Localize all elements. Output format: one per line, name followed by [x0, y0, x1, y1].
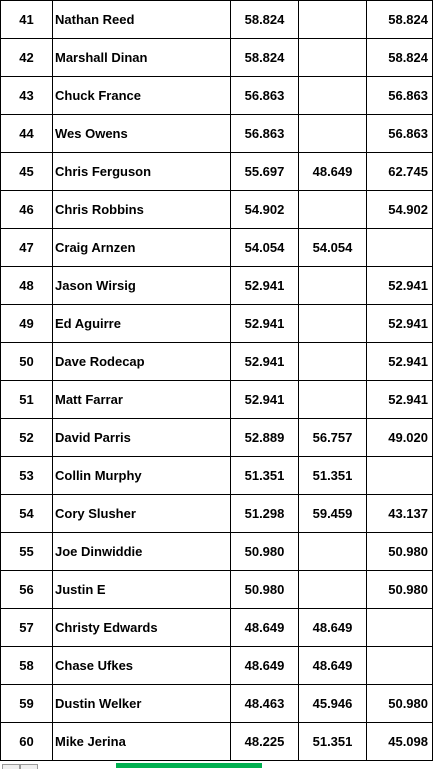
rank-cell[interactable]: 49: [1, 305, 53, 343]
player-name-cell[interactable]: Jason Wirsig: [53, 267, 231, 305]
event2-score-cell[interactable]: 43.137: [367, 495, 433, 533]
total-score-cell[interactable]: 50.980: [231, 533, 299, 571]
rank-cell[interactable]: 44: [1, 115, 53, 153]
event2-score-cell[interactable]: [367, 229, 433, 267]
table-row: [1, 419, 433, 457]
event1-score-cell[interactable]: [299, 343, 367, 381]
event1-score-cell[interactable]: 59.459: [299, 495, 367, 533]
total-score-cell[interactable]: 58.824: [231, 39, 299, 77]
event2-score-cell[interactable]: 54.902: [367, 191, 433, 229]
player-name-cell[interactable]: Chase Ufkes: [53, 647, 231, 685]
event2-score-cell[interactable]: 52.941: [367, 305, 433, 343]
event2-score-cell[interactable]: 52.941: [367, 343, 433, 381]
event2-score-cell[interactable]: 58.824: [367, 39, 433, 77]
event1-score-cell[interactable]: 48.649: [299, 609, 367, 647]
rank-cell[interactable]: 48: [1, 267, 53, 305]
player-name-cell[interactable]: Chris Ferguson: [53, 153, 231, 191]
event1-score-cell[interactable]: [299, 1, 367, 39]
player-name-cell[interactable]: Cory Slusher: [53, 495, 231, 533]
sheet-tab[interactable]: [2, 764, 20, 769]
player-name-cell[interactable]: David Parris: [53, 419, 231, 457]
total-score-cell[interactable]: 58.824: [231, 1, 299, 39]
rank-cell[interactable]: 46: [1, 191, 53, 229]
player-name-cell[interactable]: Nathan Reed: [53, 1, 231, 39]
player-name-cell[interactable]: Dustin Welker: [53, 685, 231, 723]
table-row: [1, 571, 433, 609]
event2-score-cell[interactable]: 49.020: [367, 419, 433, 457]
event1-score-cell[interactable]: [299, 191, 367, 229]
event1-score-cell[interactable]: [299, 39, 367, 77]
rank-cell[interactable]: 54: [1, 495, 53, 533]
rank-cell[interactable]: 50: [1, 343, 53, 381]
table-row: [1, 685, 433, 723]
rank-cell[interactable]: 43: [1, 77, 53, 115]
event2-score-cell[interactable]: 62.745: [367, 153, 433, 191]
total-score-cell[interactable]: 56.863: [231, 115, 299, 153]
player-name-cell[interactable]: Mike Jerina: [53, 723, 231, 761]
total-score-cell[interactable]: 54.054: [231, 229, 299, 267]
table-row: [1, 343, 433, 381]
total-score-cell[interactable]: 48.649: [231, 647, 299, 685]
event1-score-cell[interactable]: [299, 267, 367, 305]
rank-cell[interactable]: 60: [1, 723, 53, 761]
rank-cell[interactable]: 58: [1, 647, 53, 685]
table-row: [1, 267, 433, 305]
event1-score-cell[interactable]: [299, 77, 367, 115]
event2-score-cell[interactable]: [367, 609, 433, 647]
table-row: [1, 723, 433, 761]
total-score-cell[interactable]: 55.697: [231, 153, 299, 191]
event1-score-cell[interactable]: [299, 115, 367, 153]
rank-cell[interactable]: 59: [1, 685, 53, 723]
event2-score-cell[interactable]: 50.980: [367, 533, 433, 571]
total-score-cell[interactable]: 51.298: [231, 495, 299, 533]
event1-score-cell[interactable]: [299, 571, 367, 609]
event1-score-cell[interactable]: 48.649: [299, 647, 367, 685]
table-row: [1, 77, 433, 115]
table-row: [1, 381, 433, 419]
table-row: [1, 229, 433, 267]
sheet-tab-strip: [0, 762, 436, 768]
event2-score-cell[interactable]: 50.980: [367, 571, 433, 609]
total-score-cell[interactable]: 56.863: [231, 77, 299, 115]
event2-score-cell[interactable]: 56.863: [367, 77, 433, 115]
table-row: [1, 457, 433, 495]
event1-score-cell[interactable]: 48.649: [299, 153, 367, 191]
rank-cell[interactable]: 45: [1, 153, 53, 191]
table-row: [1, 305, 433, 343]
total-score-cell[interactable]: 54.902: [231, 191, 299, 229]
table-row: [1, 495, 433, 533]
rank-cell[interactable]: 56: [1, 571, 53, 609]
table-row: [1, 39, 433, 77]
rank-cell[interactable]: 42: [1, 39, 53, 77]
total-score-cell[interactable]: 51.351: [231, 457, 299, 495]
player-name-cell[interactable]: Dave Rodecap: [53, 343, 231, 381]
total-score-cell[interactable]: 50.980: [231, 571, 299, 609]
event2-score-cell[interactable]: 52.941: [367, 267, 433, 305]
player-name-cell[interactable]: Ed Aguirre: [53, 305, 231, 343]
event2-score-cell[interactable]: [367, 457, 433, 495]
event1-score-cell[interactable]: 51.351: [299, 457, 367, 495]
event2-score-cell[interactable]: 56.863: [367, 115, 433, 153]
player-name-cell[interactable]: Collin Murphy: [53, 457, 231, 495]
rank-cell[interactable]: 55: [1, 533, 53, 571]
table-row: [1, 609, 433, 647]
standings-table-body: [1, 1, 433, 761]
rank-cell[interactable]: 53: [1, 457, 53, 495]
player-name-cell[interactable]: Wes Owens: [53, 115, 231, 153]
player-name-cell[interactable]: Craig Arnzen: [53, 229, 231, 267]
event1-score-cell[interactable]: 51.351: [299, 723, 367, 761]
rank-cell[interactable]: 47: [1, 229, 53, 267]
player-name-cell[interactable]: Marshall Dinan: [53, 39, 231, 77]
event1-score-cell[interactable]: 45.946: [299, 685, 367, 723]
event2-score-cell[interactable]: 50.980: [367, 685, 433, 723]
event2-score-cell[interactable]: 58.824: [367, 1, 433, 39]
rank-cell[interactable]: 51: [1, 381, 53, 419]
rank-cell[interactable]: 52: [1, 419, 53, 457]
event1-score-cell[interactable]: [299, 305, 367, 343]
player-name-cell[interactable]: Chris Robbins: [53, 191, 231, 229]
total-score-cell[interactable]: 52.889: [231, 419, 299, 457]
player-name-cell[interactable]: Christy Edwards: [53, 609, 231, 647]
table-row: [1, 533, 433, 571]
total-score-cell[interactable]: 52.941: [231, 381, 299, 419]
rank-cell[interactable]: 57: [1, 609, 53, 647]
sheet-tab-active[interactable]: [116, 763, 262, 768]
event1-score-cell[interactable]: [299, 381, 367, 419]
event2-score-cell[interactable]: 45.098: [367, 723, 433, 761]
event2-score-cell[interactable]: 52.941: [367, 381, 433, 419]
rank-cell[interactable]: 41: [1, 1, 53, 39]
table-row: [1, 647, 433, 685]
table-row: [1, 1, 433, 39]
sheet-tab[interactable]: [20, 764, 38, 769]
total-score-cell[interactable]: 48.463: [231, 685, 299, 723]
event1-score-cell[interactable]: [299, 533, 367, 571]
total-score-cell[interactable]: 52.941: [231, 305, 299, 343]
table-row: [1, 115, 433, 153]
player-name-cell[interactable]: Matt Farrar: [53, 381, 231, 419]
player-name-cell[interactable]: Joe Dinwiddie: [53, 533, 231, 571]
player-name-cell[interactable]: Justin E: [53, 571, 231, 609]
event1-score-cell[interactable]: 54.054: [299, 229, 367, 267]
event1-score-cell[interactable]: 56.757: [299, 419, 367, 457]
total-score-cell[interactable]: 48.649: [231, 609, 299, 647]
table-row: [1, 191, 433, 229]
total-score-cell[interactable]: 48.225: [231, 723, 299, 761]
total-score-cell[interactable]: 52.941: [231, 343, 299, 381]
player-name-cell[interactable]: Chuck France: [53, 77, 231, 115]
table-row: [1, 153, 433, 191]
total-score-cell[interactable]: 52.941: [231, 267, 299, 305]
event2-score-cell[interactable]: [367, 647, 433, 685]
